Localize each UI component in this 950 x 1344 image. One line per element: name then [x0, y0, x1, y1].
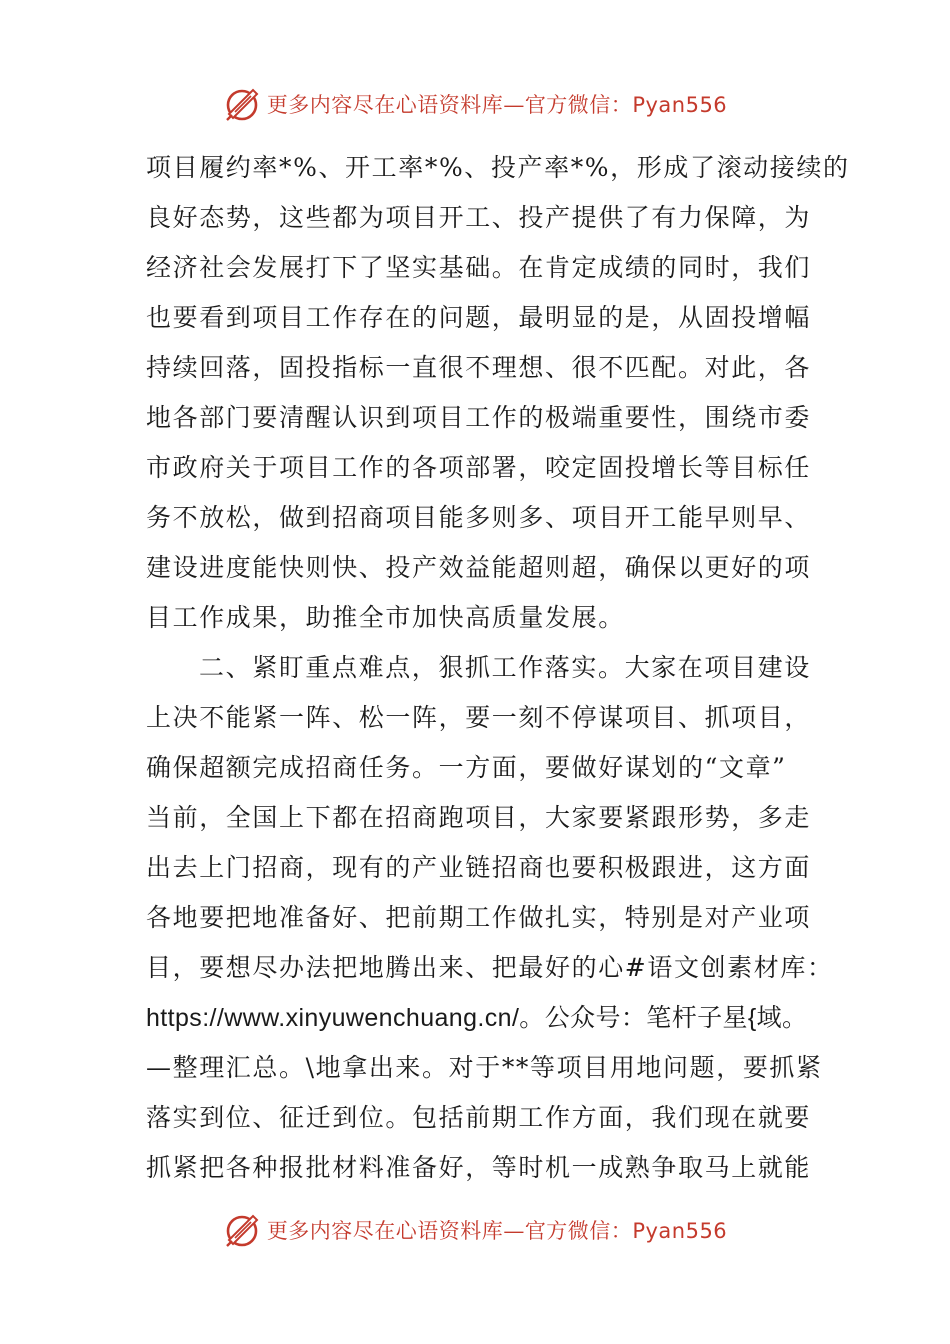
- text-line: 也要看到项目工作存在的问题，最明显的是，从固投增幅: [146, 303, 812, 332]
- document-body: [146, 143, 850, 1193]
- banner-slogan: 更多内容尽在心语资料库: [266, 1219, 504, 1243]
- text-line: 地各部门要清醒认识到项目工作的极端重要性，围绕市委: [146, 403, 812, 432]
- section-heading-line: 二、紧盯重点难点，狠抓工作落实。大家在项目建设: [199, 653, 811, 682]
- text-line: 上决不能紧一阵、松一阵，要一刻不停谋项目、抓项目，: [146, 703, 812, 732]
- text-line: 各地要把地准备好、把前期工作做扎实，特别是对产业项: [146, 903, 812, 932]
- text-line: 出去上门招商，现有的产业链招商也要积极跟进，这方面: [146, 853, 812, 882]
- text-line: 良好态势，这些都为项目开工、投产提供了有力保障，为: [146, 203, 812, 232]
- text-line: 经济社会发展打下了坚实基础。在肯定成绩的同时，我们: [146, 253, 812, 282]
- banner-separator: —: [503, 93, 525, 117]
- banner-text: [267, 1215, 727, 1245]
- text-line: 目，要想尽办法把地腾出来、把最好的心#语文创素材库：: [146, 953, 834, 982]
- text-line: 当前，全国上下都在招商跑项目，大家要紧跟形势，多走: [146, 803, 812, 832]
- banner-wechat-id: Pyan556: [632, 93, 728, 117]
- text-line: 抓紧把各种报批材料准备好，等时机一成熟争取马上就能: [146, 1153, 812, 1182]
- banner-wechat-label: 官方微信：: [524, 1219, 633, 1243]
- banner-wechat-label: 官方微信：: [524, 93, 633, 117]
- text-line: 项目履约率*%、开工率*%、投产率*%，形成了滚动接续的: [146, 153, 850, 182]
- pen-nib-circle-icon: [223, 84, 263, 124]
- banner-slogan: 更多内容尽在心语资料库: [266, 93, 504, 117]
- banner-wechat-id: Pyan556: [632, 1219, 728, 1243]
- text-line: —整理汇总。\地拿出来。对于**等项目用地问题，要抓紧: [146, 1053, 823, 1082]
- text-line: 目工作成果，助推全市加快高质量发展。: [146, 603, 625, 632]
- text-line: 持续回落，固投指标一直很不理想、很不匹配。对此，各: [146, 353, 812, 382]
- footer-banner: [0, 1208, 950, 1252]
- text-line: 市政府关于项目工作的各项部署，咬定固投增长等目标任: [146, 453, 812, 482]
- text-line: 建设进度能快则快、投产效益能超则超，确保以更好的项: [146, 553, 812, 582]
- url-line: https://www.xinyuwenchuang.cn/。公众号：笔杆子星{域。: [146, 1004, 808, 1032]
- pen-nib-circle-icon: [223, 1210, 263, 1250]
- text-line: 落实到位、征迁到位。包括前期工作方面，我们现在就要: [146, 1103, 812, 1132]
- text-line: 确保超额完成招商任务。一方面，要做好谋划的“文章”: [146, 753, 787, 782]
- banner-text: [267, 89, 727, 119]
- header-banner: [0, 82, 950, 126]
- banner-separator: —: [503, 1219, 525, 1243]
- text-line: 务不放松，做到招商项目能多则多、项目开工能早则早、: [146, 503, 812, 532]
